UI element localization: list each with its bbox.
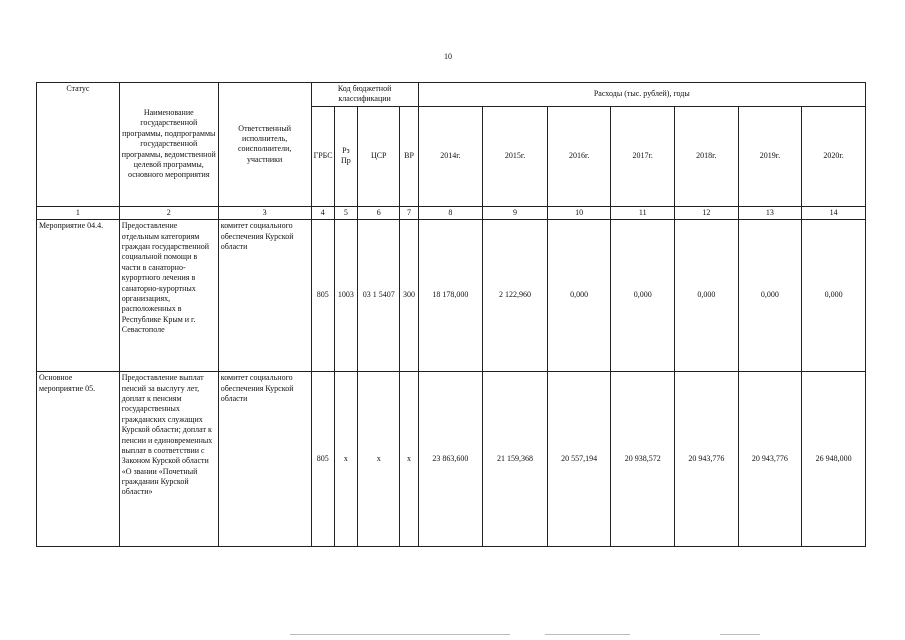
table-row (37, 220, 866, 372)
column-number: 6 (358, 206, 400, 219)
column-number: 13 (738, 206, 802, 219)
column-number-row (37, 206, 866, 219)
row-grbs: 805 (311, 220, 334, 372)
row-value-2018: 0,000 (675, 220, 739, 372)
header-executor: Ответственный исполнитель, соисполнители, участники (218, 83, 311, 207)
header-grbs: ГРБС (311, 106, 334, 206)
row-executor: комитет социального обеспечения Курской области (218, 220, 311, 372)
header-budget-code: Код бюджетной классификации (311, 83, 418, 107)
row-vr: х (400, 372, 418, 547)
row-rzpr: х (334, 372, 357, 547)
header-year: 2015г. (483, 106, 548, 206)
header-year: 2019г. (738, 106, 802, 206)
header-csr: ЦСР (358, 106, 400, 206)
row-csr: х (358, 372, 400, 547)
row-value-2014: 23 863,600 (418, 372, 483, 547)
column-number: 10 (547, 206, 611, 219)
column-number: 7 (400, 206, 418, 219)
row-value-2019: 0,000 (738, 220, 802, 372)
column-number: 2 (119, 206, 218, 219)
header-status: Статус (37, 83, 120, 207)
row-rzpr: 1003 (334, 220, 357, 372)
header-year: 2016г. (547, 106, 611, 206)
header-vr: ВР (400, 106, 418, 206)
row-value-2015: 21 159,368 (483, 372, 548, 547)
column-number: 1 (37, 206, 120, 219)
row-vr: 300 (400, 220, 418, 372)
row-value-2020: 0,000 (802, 220, 866, 372)
header-year: 2017г. (611, 106, 675, 206)
row-grbs: 805 (311, 372, 334, 547)
row-value-2018: 20 943,776 (675, 372, 739, 547)
row-value-2016: 0,000 (547, 220, 611, 372)
column-number: 14 (802, 206, 866, 219)
row-value-2015: 2 122,960 (483, 220, 548, 372)
column-number: 12 (675, 206, 739, 219)
scan-artifact (545, 634, 630, 635)
column-number: 11 (611, 206, 675, 219)
row-csr: 03 1 5407 (358, 220, 400, 372)
row-value-2017: 20 938,572 (611, 372, 675, 547)
row-program-name: Предоставление выплат пенсий за выслугу лет, доплат к пенсиям государственных гражданских служащих Курской области; доплат к пенсии и единовременных выплат в соответствии с Законом Курской области «О звании «Почетный гражданин Курской области» (119, 372, 218, 547)
header-rzpr: Рз Пр (334, 106, 357, 206)
header-year: 2020г. (802, 106, 866, 206)
row-program-name: Предоставление отдельным категориям граждан государственной социальной помощи в части в санаторно-курортного лечения в санаторно-курортных организациях, расположенных в Республике Крым и г. Севастополе (119, 220, 218, 372)
header-expenses: Расходы (тыс. рублей), годы (418, 83, 865, 107)
page-number: 10 (444, 52, 452, 61)
budget-table (36, 82, 866, 547)
row-status: Мероприятие 04.4. (37, 220, 120, 372)
row-value-2019: 20 943,776 (738, 372, 802, 547)
header-row-top (37, 83, 866, 107)
row-status: Основное мероприятие 05. (37, 372, 120, 547)
row-value-2017: 0,000 (611, 220, 675, 372)
column-number: 5 (334, 206, 357, 219)
table-row (37, 372, 866, 547)
scan-artifact (720, 634, 760, 635)
header-year: 2014г. (418, 106, 483, 206)
row-value-2014: 18 178,000 (418, 220, 483, 372)
column-number: 8 (418, 206, 483, 219)
column-number: 4 (311, 206, 334, 219)
column-number: 3 (218, 206, 311, 219)
row-value-2020: 26 948,000 (802, 372, 866, 547)
row-executor: комитет социального обеспечения Курской области (218, 372, 311, 547)
header-program-name: Наименование государственной программы, подпрограммы государственной программы, ведомственной целевой программы, основного мероприятия (119, 83, 218, 207)
scan-artifact (290, 634, 510, 635)
column-number: 9 (483, 206, 548, 219)
header-year: 2018г. (675, 106, 739, 206)
row-value-2016: 20 557,194 (547, 372, 611, 547)
